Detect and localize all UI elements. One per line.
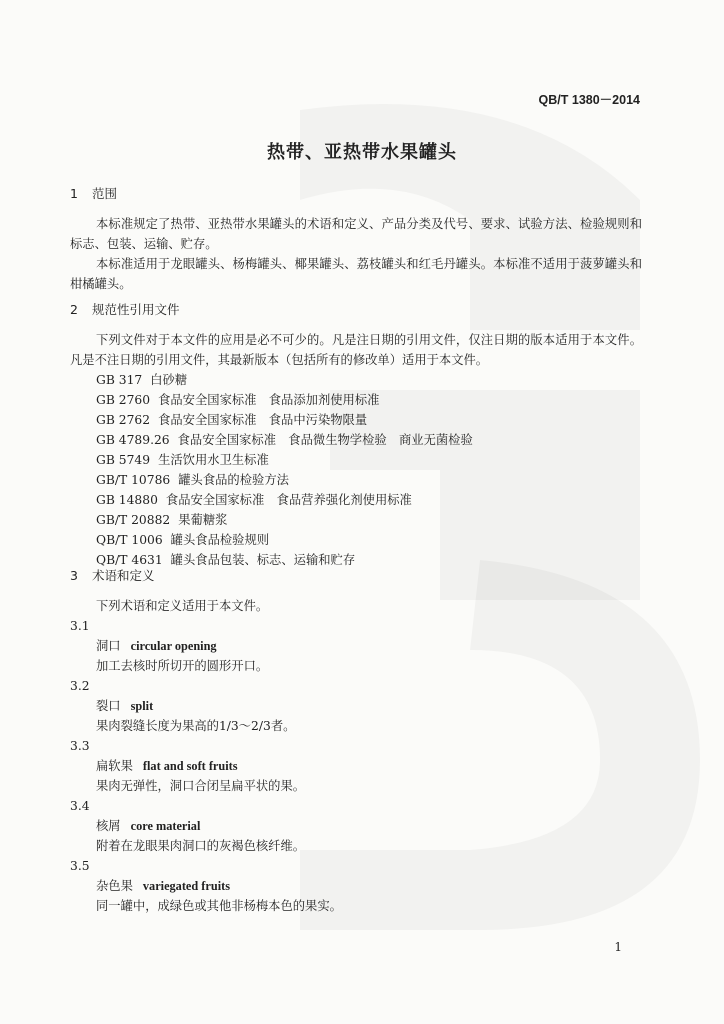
section-scope xyxy=(70,184,642,294)
reference-item: QB/T 4631 罐头食品包装、标志、运输和贮存 xyxy=(96,553,356,567)
reference-item: GB 317 白砂糖 xyxy=(96,373,188,387)
term-number: 3.4 xyxy=(70,799,90,813)
scope-paragraph-2: 本标准适用于龙眼罐头、杨梅罐头、椰果罐头、荔枝罐头和红毛丹罐头。本标准不适用于菠萝罐头和柑橘罐头。 xyxy=(70,257,642,291)
term-entry xyxy=(70,856,642,916)
page-number: 1 xyxy=(614,940,622,954)
reference-item: GB 2762 食品安全国家标准 食品中污染物限量 xyxy=(96,413,368,427)
reference-item: GB 2760 食品安全国家标准 食品添加剂使用标准 xyxy=(96,393,380,407)
reference-item: GB 5749 生活饮用水卫生标准 xyxy=(96,453,269,467)
reference-item: GB 4789.26 食品安全国家标准 食品微生物学检验 商业无菌检验 xyxy=(96,433,473,447)
term-number: 3.5 xyxy=(70,859,90,873)
term-definition: 果肉无弹性，洞口合闭呈扁平状的果。 xyxy=(96,779,306,793)
term-entry xyxy=(70,736,642,796)
term-number: 3.1 xyxy=(70,619,90,633)
document-title: 热带、亚热带水果罐头 xyxy=(267,142,457,163)
term-number: 3.2 xyxy=(70,679,90,693)
term-name: 裂口 split xyxy=(96,699,154,713)
term-definition: 同一罐中，成绿色或其他非杨梅本色的果实。 xyxy=(96,899,342,913)
term-number: 3.3 xyxy=(70,739,90,753)
term-definition: 果肉裂缝长度为果高的1/3～2/3者。 xyxy=(96,719,296,733)
term-entry xyxy=(70,676,642,736)
term-name: 核屑 core material xyxy=(96,819,201,833)
reference-list xyxy=(70,370,642,570)
term-name: 洞口 circular opening xyxy=(96,639,217,653)
scope-paragraph-1: 本标准规定了热带、亚热带水果罐头的术语和定义、产品分类及代号、要求、试验方法、检验规则和标志、包装、运输、贮存。 xyxy=(70,217,642,251)
document-code: QB/T 1380－2014 xyxy=(538,93,640,107)
term-name: 扁软果 flat and soft fruits xyxy=(96,759,238,773)
reference-item: GB/T 10786 罐头食品的检验方法 xyxy=(96,473,289,487)
reference-item: QB/T 1006 罐头食品检验规则 xyxy=(96,533,270,547)
term-definition: 加工去核时所切开的圆形开口。 xyxy=(96,659,269,673)
section-heading: 3 术语和定义 xyxy=(70,568,155,583)
term-entry xyxy=(70,616,642,676)
section-heading: 1 范围 xyxy=(70,186,118,201)
reference-item: GB/T 20882 果葡糖浆 xyxy=(96,513,228,527)
term-entry xyxy=(70,796,642,856)
references-intro: 下列文件对于本文件的应用是必不可少的。凡是注日期的引用文件，仅注日期的版本适用于本文件。凡是不注日期的引用文件，其最新版本（包括所有的修改单）适用于本文件。 xyxy=(70,333,642,367)
term-name: 杂色果 variegated fruits xyxy=(96,879,230,893)
terms-intro: 下列术语和定义适用于本文件。 xyxy=(96,599,269,613)
section-normative-references xyxy=(70,300,642,570)
section-heading: 2 规范性引用文件 xyxy=(70,302,180,317)
reference-item: GB 14880 食品安全国家标准 食品营养强化剂使用标准 xyxy=(96,493,412,507)
section-terms-definitions xyxy=(70,566,642,916)
term-definition: 附着在龙眼果肉洞口的灰褐色核纤维。 xyxy=(96,839,306,853)
